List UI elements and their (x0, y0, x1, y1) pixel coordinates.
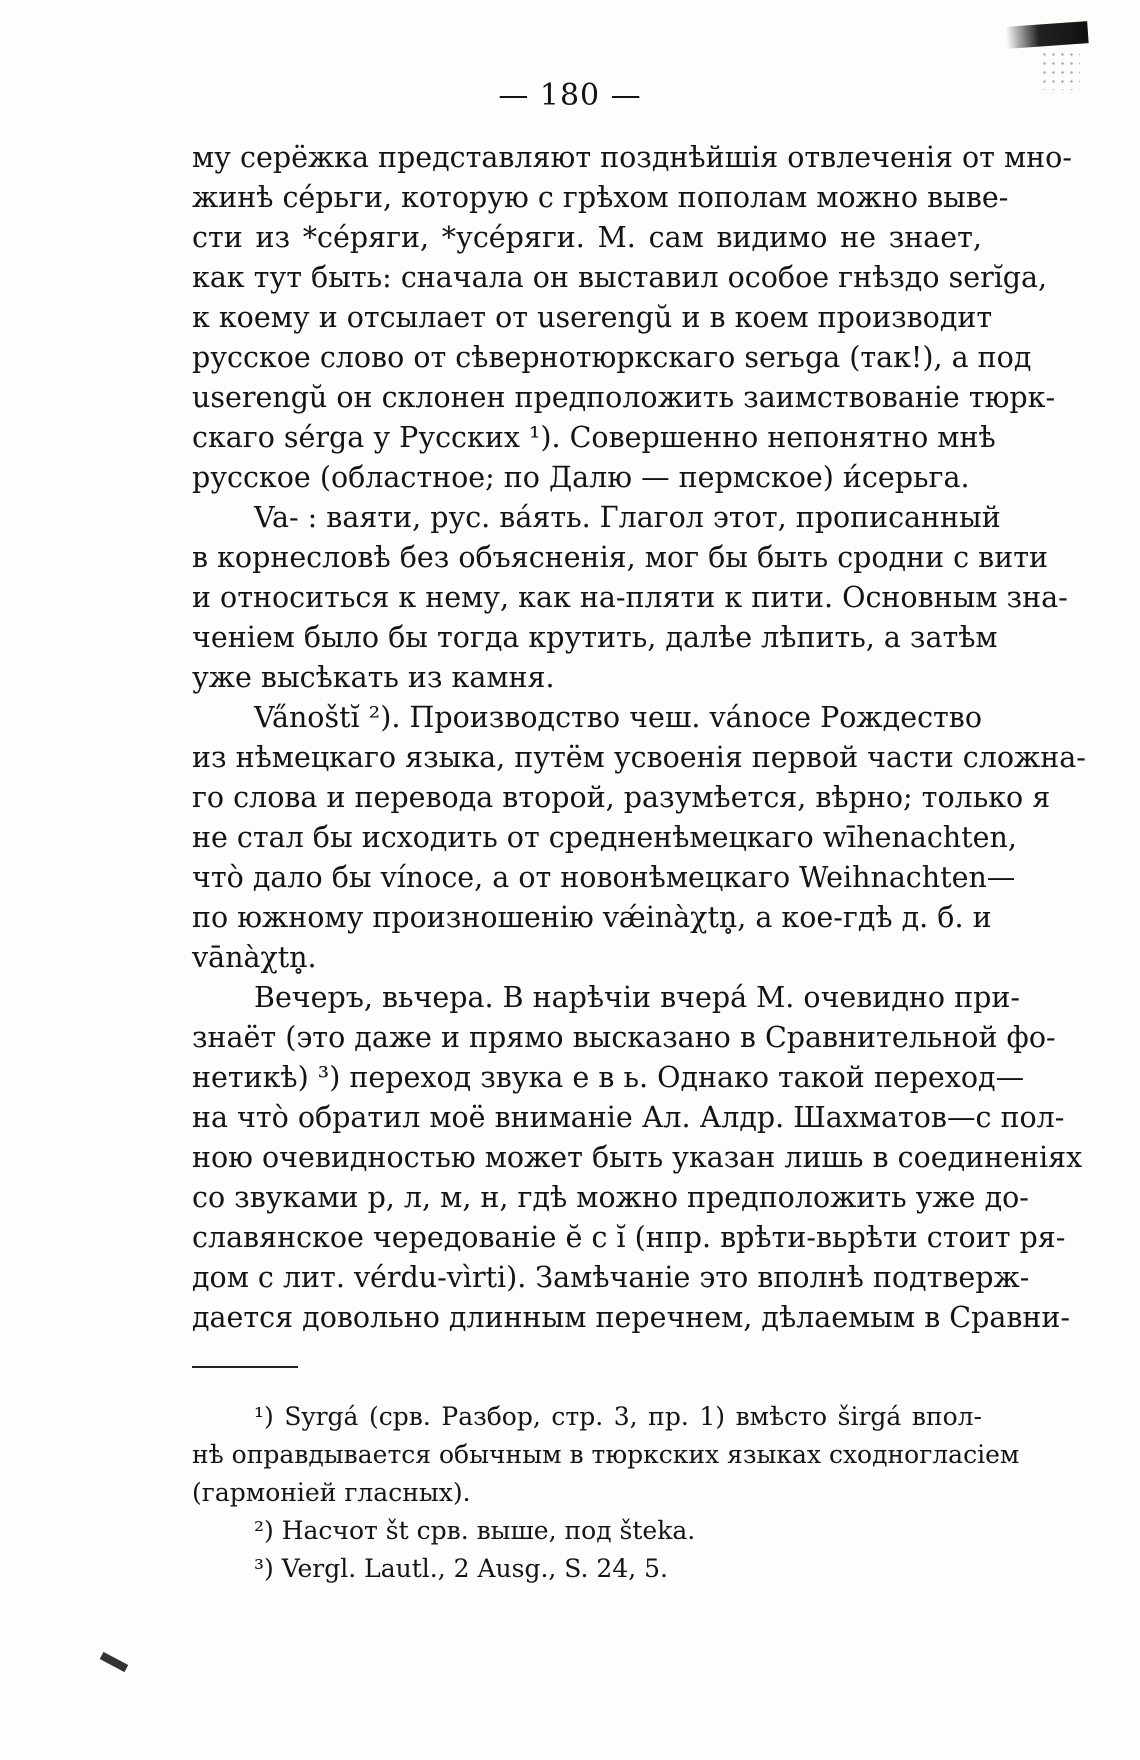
text-line: что̀ дало бы vínoce, а от новонѣмецкаго Weihnachten— (192, 861, 1016, 894)
text-line: знаёт (это даже и прямо высказано в Сравнительной фо- (192, 1021, 1056, 1054)
text-line: русское (областное; по Далю — пермское) и́серьга. (192, 461, 970, 494)
text-line: userengŭ он склонен предположить заимствованіе тюрк- (192, 381, 1056, 414)
body-text (192, 138, 1086, 1338)
text-line: сти из *се́ряги, *усе́ряги. М. сам видимо не знает, (192, 221, 982, 254)
text-line: как тут быть: сначала он выставил особое гнѣздо serĭga, (192, 261, 1048, 294)
text-line: ною очевидностью может быть указан лишь в соединеніях (192, 1141, 1083, 1174)
text-line: vānàχtn̥. (192, 941, 317, 974)
footnote-rule (192, 1366, 298, 1368)
text-line: дом с лит. vérdu-vìrti). Замѣчаніе это вполнѣ подтверж- (192, 1261, 1030, 1294)
text-line: му серёжка представляют позднѣйшія отвлеченія от мно- (192, 141, 1072, 174)
footnote-line: ³) Vergl. Lautl., 2 Ausg., S. 24, 5. (254, 1554, 668, 1583)
text-line: Va̋noštĭ ²). Производство чеш. vánoce Рождество (254, 701, 982, 734)
scan-bottom-mark (100, 1652, 128, 1672)
page-number: — 180 — (498, 78, 642, 113)
text-line: к коему и отсылает от userengŭ и в коем производит (192, 301, 993, 334)
text-line: нетикѣ) ³) переход звука е в ь. Однако такой переход— (192, 1061, 1025, 1094)
text-line: дается довольно длинным перечнем, дѣлаемым в Сравни- (192, 1301, 1071, 1334)
text-line: Va- : ваяти, рус. ва́ять. Глагол этот, прописанный (254, 501, 1001, 534)
text-line: из нѣмецкаго языка, путём усвоенія первой части сложна- (192, 741, 1086, 774)
footnote-line: ¹) Syrgá (срв. Разбор, стр. 3, пр. 1) вмѣсто širgá впол- (254, 1402, 982, 1431)
text-line: Вечеръ, вьчера. В нарѣчіи вчера́ М. очевидно при- (254, 981, 1020, 1014)
text-line: жинѣ се́рьги, которую с грѣхом пополам можно выве- (192, 181, 1009, 214)
text-line: по южному произношенію vǽinàχtn̥, а кое-гдѣ д. б. и (192, 901, 992, 934)
text-line: уже высѣкать из камня. (192, 661, 555, 694)
text-line: го слова и перевода второй, разумѣется, вѣрно; только я (192, 781, 1051, 814)
footnotes (192, 1398, 1020, 1588)
text-line: не стал бы исходить от средненѣмецкаго wīhenachten, (192, 821, 1017, 854)
footnote-line: (гармоніей гласных). (192, 1478, 471, 1507)
text-line: со звуками р, л, м, н, гдѣ можно предположить уже до- (192, 1181, 1029, 1214)
scan-corner-mark (1005, 21, 1088, 49)
text-line: на что̀ обратил моё вниманіе Ал. Алдр. Шахматов—с пол- (192, 1101, 1065, 1134)
text-line: скаго sérga у Русских ¹). Совершенно непонятно мнѣ (192, 421, 996, 454)
text-line: славянское чередованіе ĕ с ĭ (нпр. врѣти-вьрѣти стоит ря- (192, 1221, 1066, 1254)
footnote-line: нѣ оправдывается обычным в тюркских языках сходногласіем (192, 1440, 1020, 1469)
text-line: и относиться к нему, как на-пляти к пити. Основным зна- (192, 581, 1068, 614)
text-line: русское слово от сѣвернотюркскаго serьga (так!), а под (192, 341, 1032, 374)
text-line: в корнесловѣ без объясненія, мог бы быть сродни с вити (192, 541, 1048, 574)
footnote-line: ²) Насчот št срв. выше, под šteka. (254, 1516, 696, 1545)
text-line: ченіем было бы тогда крутить, далѣе лѣпить, а затѣм (192, 621, 998, 654)
